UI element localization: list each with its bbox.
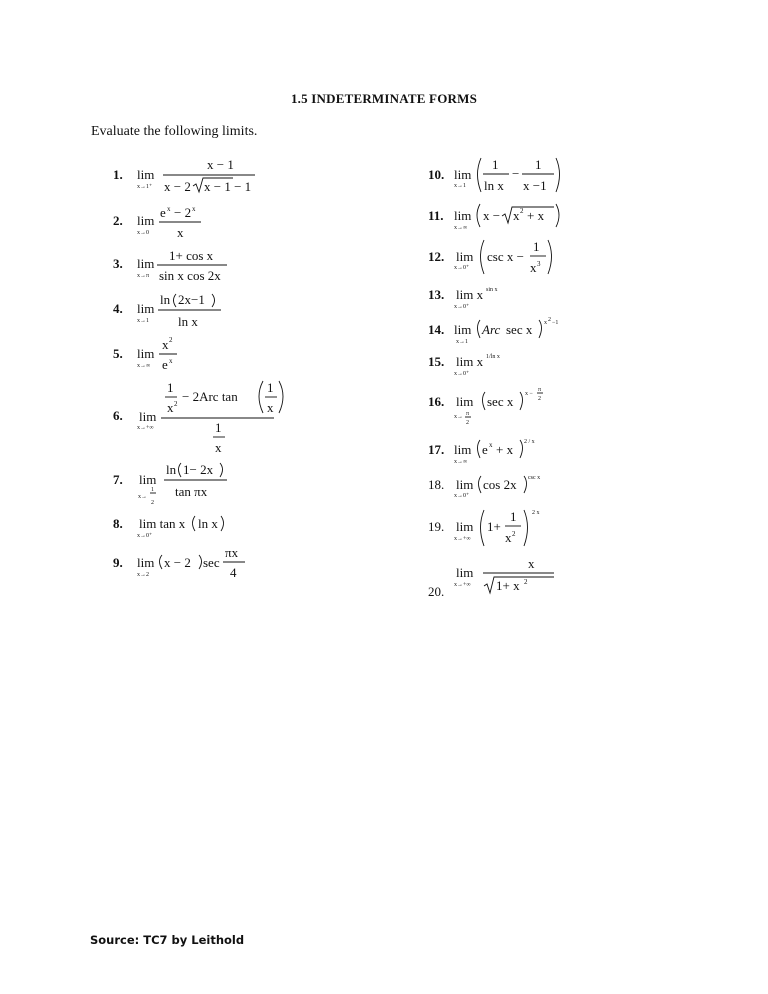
svg-text:lim: lim — [139, 472, 157, 487]
problem-number: 11. — [428, 208, 444, 223]
problem-number: 9. — [113, 555, 123, 570]
problem-number: 19. — [428, 519, 445, 534]
svg-text:2: 2 — [169, 336, 173, 344]
svg-text:x→0⁺: x→0⁺ — [454, 493, 470, 499]
problem-6-formula — [137, 377, 307, 457]
svg-text:1: 1 — [167, 380, 174, 395]
svg-text:x: x — [544, 320, 547, 326]
problem-5-formula — [137, 334, 217, 374]
svg-text:x→∞: x→∞ — [454, 459, 468, 465]
svg-text:lim: lim — [456, 565, 474, 580]
problem-number: 16. — [428, 394, 445, 409]
svg-text:2: 2 — [512, 530, 516, 538]
problem-12-formula — [454, 236, 594, 278]
problem-1-formula — [137, 155, 317, 195]
svg-text:x→: x→ — [454, 414, 463, 420]
problem-14-formula — [454, 314, 594, 348]
svg-text:x: x — [167, 400, 174, 415]
svg-text:sec: sec — [203, 555, 220, 570]
svg-text:ln: ln — [160, 292, 171, 307]
svg-text:2: 2 — [548, 317, 551, 323]
svg-text:ln x: ln x — [484, 178, 504, 193]
svg-text:x −: x − — [483, 208, 501, 223]
svg-text:x→∞: x→∞ — [454, 225, 468, 231]
instructions: Evaluate the following limits. — [91, 124, 258, 139]
svg-text:−: − — [512, 166, 520, 181]
svg-text:lim: lim — [456, 249, 474, 264]
svg-text:1+ cos x: 1+ cos x — [169, 248, 214, 263]
svg-text:1: 1 — [151, 487, 154, 493]
problem-7 — [113, 458, 313, 508]
svg-text:x→0⁺: x→0⁺ — [137, 533, 153, 539]
svg-text:4: 4 — [230, 565, 237, 580]
problem-6 — [113, 377, 313, 457]
problem-number: 20. — [428, 584, 445, 599]
svg-text:x − 2: x − 2 — [164, 179, 191, 194]
svg-text:2 / x: 2 / x — [524, 439, 535, 445]
problem-5 — [113, 334, 313, 374]
problem-11-formula — [454, 201, 594, 235]
svg-text:− 2: − 2 — [174, 205, 192, 220]
problem-number: 17. — [428, 442, 445, 457]
svg-text:x→+∞: x→+∞ — [137, 425, 154, 431]
svg-text:sin x: sin x — [486, 287, 498, 293]
problem-number: 15. — [428, 354, 445, 369]
svg-text:cos 2x: cos 2x — [483, 477, 517, 492]
svg-text:x→∞: x→∞ — [137, 363, 151, 369]
problem-20-formula — [454, 553, 594, 601]
problem-17 — [428, 434, 628, 468]
svg-text:x: x — [167, 205, 171, 213]
svg-text:π: π — [466, 411, 470, 417]
svg-text:2x−1: 2x−1 — [178, 292, 205, 307]
problem-number: 2. — [113, 213, 123, 228]
problem-10-formula — [454, 154, 594, 196]
svg-text:πx: πx — [225, 545, 239, 560]
svg-text:1: 1 — [510, 509, 517, 524]
svg-text:x: x — [530, 260, 537, 275]
svg-text:2: 2 — [151, 500, 154, 506]
problem-18 — [428, 472, 628, 502]
svg-text:x: x — [169, 357, 173, 365]
svg-text:sin x cos 2x: sin x cos 2x — [159, 268, 221, 283]
problem-3-formula — [137, 245, 267, 285]
svg-text:x − 2: x − 2 — [164, 555, 191, 570]
svg-text:x: x — [528, 556, 535, 571]
svg-text:tan πx: tan πx — [175, 484, 208, 499]
svg-text:x: x — [267, 400, 274, 415]
problem-9-formula — [137, 542, 277, 582]
problem-16-formula — [454, 383, 594, 429]
problem-19-formula — [454, 506, 594, 550]
svg-text:x − 1: x − 1 — [207, 157, 234, 172]
section-title: 1.5 INDETERMINATE FORMS — [290, 91, 477, 106]
svg-text:x −1: x −1 — [523, 178, 547, 193]
problem-number: 4. — [113, 301, 123, 316]
problem-12 — [428, 236, 628, 278]
svg-text:Arc: Arc — [482, 322, 501, 337]
svg-text:lim: lim — [456, 519, 474, 534]
problem-11 — [428, 201, 628, 235]
problem-number: 18. — [428, 477, 445, 492]
svg-text:lim: lim — [456, 394, 474, 409]
svg-text:lim x: lim x — [456, 354, 484, 369]
svg-text:lim: lim — [454, 208, 472, 223]
problem-15-formula — [454, 350, 574, 380]
svg-text:ln x: ln x — [178, 314, 198, 329]
svg-text:lim: lim — [456, 477, 474, 492]
svg-text:x→0⁺: x→0⁺ — [454, 304, 470, 310]
problem-8 — [113, 513, 313, 543]
problem-18-formula — [454, 472, 594, 502]
svg-text:e: e — [160, 205, 166, 220]
problem-19 — [428, 506, 628, 550]
svg-text:lim: lim — [137, 167, 155, 182]
svg-text:lim tan x: lim tan x — [139, 516, 186, 531]
svg-text:lim: lim — [137, 256, 155, 271]
svg-text:ln: ln — [166, 462, 177, 477]
svg-text:+ x: + x — [527, 208, 545, 223]
svg-text:2: 2 — [466, 420, 469, 426]
problem-2-formula — [137, 203, 257, 243]
problem-16 — [428, 383, 628, 429]
svg-text:π: π — [538, 387, 542, 393]
svg-text:2 x: 2 x — [532, 510, 540, 516]
svg-text:2: 2 — [538, 396, 541, 402]
problem-number: 3. — [113, 256, 123, 271]
svg-text:lim: lim — [137, 346, 155, 361]
svg-text:2: 2 — [524, 578, 528, 586]
problem-2 — [113, 203, 313, 243]
problem-10 — [428, 154, 628, 196]
svg-text:x: x — [513, 208, 520, 223]
svg-text:x − 1 − 1: x − 1 − 1 — [204, 179, 252, 194]
svg-text:2: 2 — [174, 400, 178, 408]
svg-text:x: x — [162, 337, 169, 352]
svg-text:lim x: lim x — [456, 287, 484, 302]
svg-text:x→+∞: x→+∞ — [454, 582, 471, 588]
svg-text:x→2: x→2 — [137, 572, 149, 578]
svg-text:1− 2x: 1− 2x — [183, 462, 214, 477]
svg-text:x→1: x→1 — [454, 183, 466, 189]
svg-text:ln x: ln x — [198, 516, 218, 531]
svg-text:1+: 1+ — [487, 519, 501, 534]
svg-text:1+ x: 1+ x — [496, 578, 520, 593]
svg-text:x→+∞: x→+∞ — [454, 536, 471, 542]
problem-number: 6. — [113, 408, 123, 423]
problem-9 — [113, 542, 313, 582]
svg-text:e: e — [162, 357, 168, 372]
svg-text:1: 1 — [215, 420, 222, 435]
svg-text:x→0⁺: x→0⁺ — [454, 371, 470, 377]
problem-3 — [113, 245, 313, 285]
svg-text:1: 1 — [492, 157, 499, 172]
problem-number: 13. — [428, 287, 445, 302]
svg-text:x: x — [489, 441, 493, 449]
svg-text:e: e — [482, 442, 488, 457]
svg-text:x→0⁺: x→0⁺ — [454, 265, 470, 271]
svg-text:x→0: x→0 — [137, 230, 149, 236]
problem-number: 1. — [113, 167, 123, 182]
svg-text:− 2Arc tan: − 2Arc tan — [182, 389, 238, 404]
svg-text:x −: x − — [525, 391, 533, 397]
svg-text:csc x: csc x — [528, 475, 541, 481]
problem-number: 12. — [428, 249, 445, 264]
svg-text:x: x — [192, 205, 196, 213]
problem-number: 5. — [113, 346, 123, 361]
problem-8-formula — [137, 513, 267, 543]
svg-text:lim: lim — [137, 301, 155, 316]
svg-text:1: 1 — [535, 157, 542, 172]
problem-number: 7. — [113, 472, 123, 487]
svg-text:1: 1 — [533, 239, 540, 254]
svg-text:lim: lim — [454, 167, 472, 182]
svg-text:x→π: x→π — [137, 273, 150, 279]
svg-text:x→: x→ — [138, 494, 147, 500]
svg-text:lim: lim — [454, 442, 472, 457]
svg-text:+ x: + x — [496, 442, 514, 457]
svg-text:lim: lim — [139, 409, 157, 424]
svg-text:x→1: x→1 — [456, 339, 468, 345]
problem-13-formula — [454, 282, 574, 312]
svg-text:x: x — [177, 225, 184, 240]
svg-text:−1: −1 — [552, 320, 559, 326]
svg-text:lim: lim — [454, 322, 472, 337]
svg-text:3: 3 — [537, 260, 541, 268]
problem-4 — [113, 289, 313, 329]
svg-text:x: x — [215, 440, 222, 455]
svg-text:sec x: sec x — [487, 394, 514, 409]
problem-15 — [428, 350, 628, 380]
svg-text:2: 2 — [520, 207, 524, 215]
problem-4-formula — [137, 289, 267, 331]
problem-1 — [113, 155, 313, 195]
problem-13 — [428, 282, 628, 312]
svg-text:lim: lim — [137, 213, 155, 228]
svg-text:1: 1 — [267, 380, 274, 395]
problem-17-formula — [454, 434, 594, 468]
problem-7-formula — [137, 458, 267, 508]
problem-number: 10. — [428, 167, 445, 182]
svg-text:x: x — [505, 530, 512, 545]
svg-text:csc x −: csc x − — [487, 249, 524, 264]
svg-text:lim: lim — [137, 555, 155, 570]
svg-text:x→1: x→1 — [137, 318, 149, 324]
svg-text:1/ln x: 1/ln x — [486, 354, 500, 360]
problem-number: 14. — [428, 322, 445, 337]
problem-number: 8. — [113, 516, 123, 531]
problem-14 — [428, 314, 628, 348]
problem-20 — [428, 553, 628, 601]
svg-text:sec x: sec x — [506, 322, 533, 337]
source-note: Source: TC7 by Leithold — [90, 933, 245, 947]
svg-text:x→1⁺: x→1⁺ — [137, 184, 153, 190]
